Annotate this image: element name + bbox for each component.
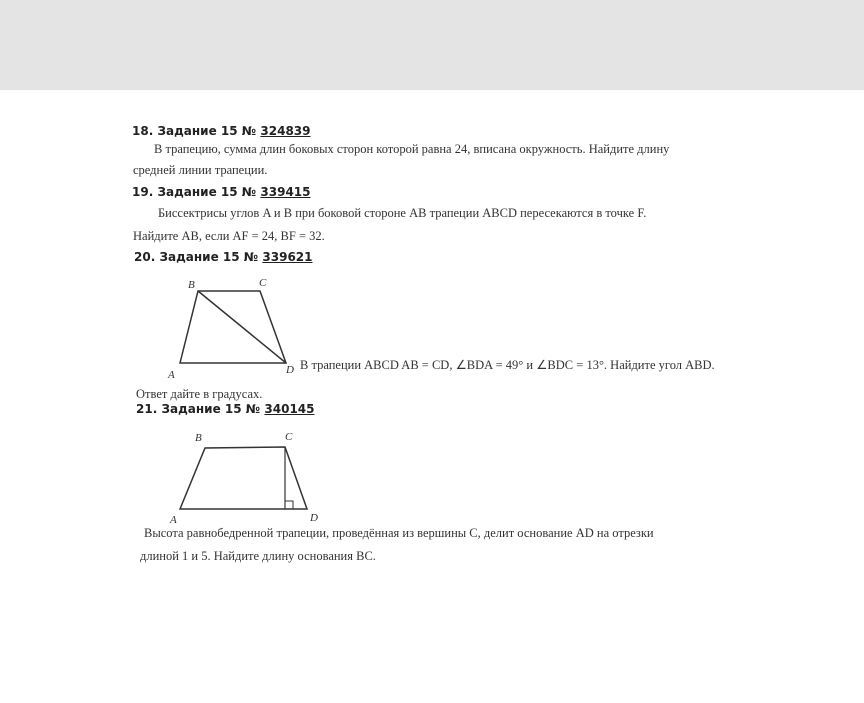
top-bar <box>0 0 864 90</box>
task-20-trapezoid-figure <box>160 270 310 380</box>
task-20-text-line1: В трапеции ABCD AB = CD, ∠BDA = 49° и ∠BDC = 13°. Найдите угол ABD. <box>300 358 715 372</box>
task-21-heading <box>136 402 315 416</box>
label-d: D <box>310 512 318 524</box>
task-18-label: Задание 15 № <box>157 124 257 138</box>
task-19-heading <box>132 185 311 199</box>
task-20-text-line2: Ответ дайте в градусах. <box>136 387 263 401</box>
task-19-text-line2: Найдите AB, если AF = 24, BF = 32. <box>133 229 325 243</box>
task-18-number: 18. <box>132 124 154 138</box>
task-20-heading <box>134 250 313 264</box>
task-18-heading <box>132 124 311 138</box>
label-d: D <box>286 364 294 376</box>
label-a: A <box>170 514 177 526</box>
task-18-text-line1: В трапецию, сумма длин боковых сторон которой равна 24, вписана окружность. Найдите длину <box>154 142 670 156</box>
task-21-text-line2: длиной 1 и 5. Найдите длину основания BC. <box>140 549 376 563</box>
task-18-text-line2: средней линии трапеции. <box>133 163 268 177</box>
task-21-number: 21. <box>136 402 158 416</box>
task-18-id-link[interactable]: 324839 <box>260 124 311 138</box>
trapezoid-outline <box>180 291 286 363</box>
task-20-label: Задание 15 № <box>159 250 259 264</box>
task-20-number: 20. <box>134 250 156 264</box>
task-20-id-link[interactable]: 339621 <box>262 250 313 264</box>
task-19-number: 19. <box>132 185 154 199</box>
task-19-id-link[interactable]: 339415 <box>260 185 311 199</box>
document-page <box>0 90 864 703</box>
task-21-id-link[interactable]: 340145 <box>264 402 315 416</box>
task-21-trapezoid-figure <box>165 425 325 535</box>
label-c: C <box>285 431 293 443</box>
right-angle-mark <box>285 501 293 509</box>
task-21-label: Задание 15 № <box>161 402 261 416</box>
label-b: B <box>195 432 202 444</box>
trapezoid-outline <box>180 447 307 509</box>
label-c: C <box>259 277 267 289</box>
task-21-text-line1: Высота равнобедренной трапеции, проведённая из вершины C, делит основание AD на отрезки <box>144 526 654 540</box>
label-b: B <box>188 279 195 291</box>
task-19-text-line1: Биссектрисы углов A и B при боковой стороне AB трапеции ABCD пересекаются в точке F. <box>158 206 647 220</box>
label-a: A <box>168 369 175 381</box>
task-19-label: Задание 15 № <box>157 185 257 199</box>
